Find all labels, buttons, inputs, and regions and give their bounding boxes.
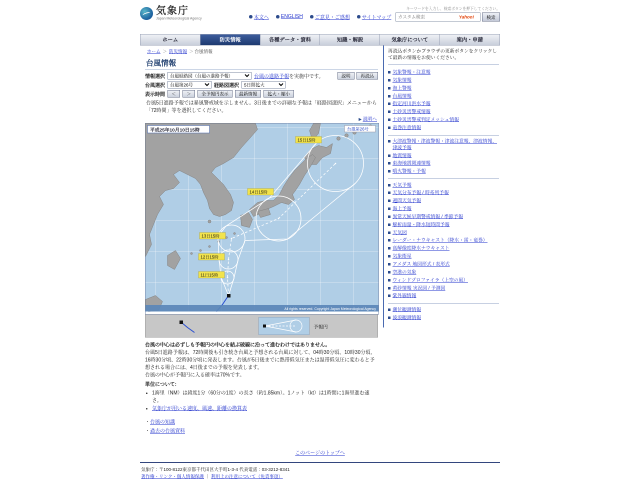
sidebar-group-observation [388, 304, 499, 325]
nav-tab-label: ホーム [162, 37, 179, 43]
map-credit [146, 305, 379, 312]
sidebar-link[interactable]: 土砂災害警戒判定メッシュ情報 [392, 117, 459, 123]
map-datetime-label [148, 126, 210, 134]
zoom-toggle-button[interactable]: 拡大・縮小 [264, 90, 295, 98]
square-bullet-icon [388, 295, 391, 298]
arrow-icon: ▶ [358, 117, 362, 122]
sidebar-group-warnings [388, 66, 499, 135]
route-select-label: 経路図選択 [214, 83, 239, 89]
search-input[interactable] [395, 13, 480, 22]
square-bullet-icon [388, 271, 391, 274]
sidebar-link[interactable]: 空港の気象 [392, 269, 417, 275]
forecast-status-link[interactable]: 台風の進路予報 [254, 74, 289, 80]
sidebar-intro: 再読込ボタンかブラウザの更新ボタンをクリックして最新の情報をお使いください。 [388, 48, 499, 64]
sidebar-item[interactable] [388, 153, 499, 159]
sidebar-item[interactable] [388, 93, 499, 99]
footer-divider [140, 462, 500, 463]
square-bullet-icon [388, 279, 391, 282]
svg-text:11日15時: 11日15時 [200, 272, 219, 278]
nav-tab[interactable] [380, 35, 440, 46]
square-bullet-icon [388, 200, 391, 203]
square-bullet-icon [388, 239, 391, 242]
global-nav [140, 34, 500, 46]
svg-text:13日15時: 13日15時 [201, 233, 220, 239]
square-bullet-icon [388, 316, 391, 319]
current-position-marker [227, 294, 231, 298]
sidebar-link[interactable]: レーダー・ナウキャスト（降水・雷・竜巻） [392, 237, 488, 244]
forecast-status [254, 72, 324, 80]
sidebar-link[interactable]: 地震情報 [392, 152, 412, 159]
jma-logo-icon [140, 7, 153, 20]
related-links [145, 418, 378, 435]
sidebar-item[interactable] [388, 315, 499, 321]
sidebar-link[interactable]: 高解像度降水ナウキャスト [392, 245, 450, 252]
sidebar-link[interactable]: 土砂災害警戒情報 [392, 109, 431, 115]
utility-link[interactable] [357, 13, 391, 21]
footer-address: 気象庁：〒100-8122東京都千代田区大手町1-3-4 代表電話：03-3212-8341 [141, 467, 290, 472]
note-bold: 台風の中心は必ずしも予報円の中心を結ぶ破線に沿って進むわけではありません。 [145, 342, 331, 348]
typhoon-select-label: 台風選択 [145, 83, 165, 89]
sidebar-item[interactable] [388, 246, 499, 252]
square-bullet-icon [388, 192, 391, 195]
site-footer [141, 466, 500, 485]
nav-tab-label: 各種データ・資料 [269, 37, 312, 43]
sidebar-item[interactable] [388, 169, 499, 175]
map-typhoon-label [345, 126, 376, 133]
agency-name: 気象庁 [156, 5, 189, 17]
utility-link[interactable] [310, 13, 350, 21]
sidebar-link[interactable]: 大津波警報・津波警報・津波注意報、津波情報、津波予報 [392, 138, 498, 151]
utility-link-label: サイトマップ [361, 15, 392, 21]
search-button[interactable]: 検索 [482, 13, 500, 22]
svg-text:All rights reserved. Copyright: All rights reserved. Copyright Japan Meteorological Agency [284, 306, 376, 311]
latest-info-button[interactable]: 最新情報 [235, 90, 261, 98]
sidebar-item[interactable] [388, 214, 499, 220]
site-search [391, 6, 500, 22]
main-content [145, 46, 378, 436]
typhoon-select[interactable] [168, 81, 212, 89]
nav-tab[interactable] [141, 35, 201, 46]
current-track-sample [177, 318, 202, 336]
nav-tab-label: 防災情報 [219, 37, 241, 43]
square-bullet-icon [388, 119, 391, 122]
sidebar-item[interactable] [388, 222, 499, 228]
forecast-notice: 台風5日進路予報では暴風警戒域を示しません。3日後までの詳細な予報は「経路図選択」メニューから「72時間」等を選択してください。 [146, 100, 377, 114]
site-header [140, 0, 500, 32]
square-bullet-icon [388, 170, 391, 173]
sidebar-link[interactable]: 解析雨量・降水短時間予報 [392, 221, 450, 228]
breadcrumb [146, 48, 378, 55]
nav-tab[interactable] [200, 35, 260, 46]
sidebar-item[interactable] [388, 109, 499, 115]
sidebar-item[interactable] [388, 161, 499, 167]
breadcrumb-bousai-link[interactable]: 防災情報 [169, 49, 188, 54]
square-bullet-icon [388, 308, 391, 311]
sidebar-group-forecasts [388, 179, 499, 304]
utility-link[interactable] [249, 13, 269, 21]
unit-item: • 1海里（NM）は緯度1分（60分の1度）の長さ（約1.85km）。1ノット（kt）は1時間に1海里進む速さ。 [152, 390, 378, 405]
square-bullet-icon [388, 140, 391, 143]
sidebar-item[interactable] [388, 285, 499, 291]
sidebar-item[interactable] [388, 125, 499, 131]
forecast-circle-sample [259, 317, 310, 335]
explain-link[interactable]: 説明へ [362, 116, 377, 122]
map-legend [145, 315, 378, 338]
utility-link-label: ご意見・ご感想 [314, 15, 350, 21]
time-label: 表示時間 [145, 92, 165, 98]
map-notes [145, 342, 378, 413]
square-bullet-icon [388, 215, 391, 218]
nav-tab[interactable] [260, 35, 320, 46]
prev-time-button[interactable]: ＜ [168, 90, 181, 98]
sidebar-link[interactable]: 気象警報・注意報 [392, 69, 431, 76]
sidebar-link[interactable]: 台風情報 [392, 93, 412, 99]
sidebar-item[interactable] [388, 182, 499, 188]
sidebar-link[interactable]: 気象衛星 [392, 253, 412, 260]
svg-text:14日15時: 14日15時 [249, 189, 268, 195]
forecast-status-suffix: を実施中です。 [289, 74, 324, 80]
conversion-table-link[interactable]: 気象庁が用いる速度、風速、距離の換算表 [152, 406, 247, 412]
footer-separator: ｜ [205, 474, 210, 480]
bullet-icon [249, 15, 253, 19]
sidebar-link[interactable]: 海上警報 [392, 85, 412, 91]
square-bullet-icon [388, 79, 391, 82]
sidebar-item[interactable] [388, 206, 499, 212]
footer-copyright-link[interactable]: 著作権・リンク・個人情報保護 [141, 474, 204, 480]
search-hint: キーワードを入力し、検索ボタンを押下してください。 [406, 6, 500, 11]
search-brand-logo: Yahoo! [458, 14, 474, 20]
nav-tab[interactable] [320, 35, 380, 46]
breadcrumb-home-link[interactable]: ホーム [147, 49, 161, 54]
sidebar-link[interactable]: ウィンドプロファイラ（上空の風） [392, 277, 468, 283]
sidebar-item[interactable] [388, 139, 499, 151]
nav-tab-label: 知識・解説 [336, 37, 364, 43]
utility-link[interactable] [276, 13, 303, 21]
square-bullet-icon [388, 87, 391, 90]
explain-button[interactable]: 説明 [337, 72, 354, 80]
sidebar-link[interactable]: 竜巻注意情報 [392, 125, 422, 131]
sidebar-link[interactable]: アメダス 地図形式 / 表形式 [392, 261, 450, 267]
square-bullet-icon [388, 103, 391, 106]
square-bullet-icon [388, 287, 391, 290]
sidebar-link[interactable]: 異常天候早期警戒情報 / 季節予報 [392, 213, 463, 220]
reload-button[interactable]: 再読込 [356, 72, 378, 80]
utility-link-label: ENGLISH [280, 14, 303, 20]
sidebar-item[interactable] [388, 307, 499, 313]
square-bullet-icon [388, 127, 391, 130]
sidebar-item[interactable] [388, 293, 499, 299]
breadcrumb-separator: ＞ [189, 49, 194, 54]
sidebar-item[interactable] [388, 277, 499, 283]
breadcrumb-current: 台風情報 [194, 49, 213, 54]
square-bullet-icon [388, 208, 391, 211]
sidebar-link[interactable]: 海上予報 [392, 206, 412, 212]
sidebar-item[interactable] [388, 269, 499, 275]
sidebar-link[interactable]: 潮位観測情報 [392, 306, 422, 313]
sidebar-link[interactable]: 天気分布予報 / 時系列予報 [392, 190, 449, 196]
nav-tab-label: 気象庁について [391, 37, 429, 43]
bousai-sidebar [383, 46, 499, 328]
sidebar-link[interactable]: 東海地震関連情報 [392, 160, 431, 167]
sidebar-item[interactable] [388, 70, 499, 76]
agency-subtitle: Japan Meteorological Agency [156, 17, 202, 21]
sidebar-item[interactable] [388, 190, 499, 196]
sidebar-item[interactable] [388, 77, 499, 83]
square-bullet-icon [388, 255, 391, 258]
footer-disclaimer-link[interactable]: 利用上の注意について（免責事項） [210, 474, 283, 480]
square-bullet-icon [388, 111, 391, 114]
bullet-icon [310, 15, 314, 19]
agency-logo[interactable] [140, 6, 234, 21]
sidebar-link[interactable]: 気象情報 [392, 77, 412, 83]
related-link[interactable]: 台風の知識 [150, 419, 175, 425]
info-select-label: 情報選択 [145, 74, 165, 80]
utility-links [249, 13, 391, 21]
note-para1: 台風5日進路予報は、72時間後も引き続き台風と予想される台風に対して、04時30分頃、10時30分頃、16時30分頃、22時30分頃に発表します。台風が5日後までに熱帯低気圧または温帯低気圧に変わると予想される場合には、4日後までの予報を発表します。 [145, 350, 376, 371]
square-bullet-icon [388, 162, 391, 165]
utility-link-label: 本文へ [253, 15, 269, 21]
route-select[interactable] [242, 81, 286, 89]
sidebar-item[interactable] [388, 262, 499, 268]
svg-text:台風第26号: 台風第26号 [347, 126, 369, 132]
page-title: 台風情報 [145, 57, 378, 71]
related-link[interactable]: 過去の台風資料 [150, 428, 185, 434]
sidebar-item[interactable] [388, 238, 499, 244]
sidebar-link[interactable]: 週間天気予報 [392, 198, 422, 204]
units-title: 単位について: [145, 382, 177, 388]
square-bullet-icon [388, 184, 391, 187]
square-bullet-icon [388, 231, 391, 234]
sidebar-link[interactable]: 波浪観測情報 [392, 314, 422, 321]
square-bullet-icon [388, 263, 391, 266]
page-top-link[interactable]: このページのトップへ [295, 450, 345, 456]
square-bullet-icon [388, 247, 391, 250]
bullet-icon [357, 15, 361, 19]
sidebar-item[interactable] [388, 85, 499, 91]
sidebar-item[interactable] [388, 254, 499, 260]
legend-label: 予報円 [313, 324, 328, 330]
breadcrumb-separator: ＞ [162, 49, 168, 54]
sidebar-item[interactable] [388, 101, 499, 107]
svg-text:平成25年10月10日15時: 平成25年10月10日15時 [150, 128, 200, 134]
svg-text:15日15時: 15日15時 [297, 137, 316, 143]
bullet-icon [276, 15, 280, 19]
next-time-button[interactable]: ＞ [183, 90, 196, 98]
note-para2: 台風の中心が予報円に入る確率は70%です。 [145, 372, 245, 378]
sidebar-item[interactable] [388, 230, 499, 236]
sidebar-group-quake-tsunami [388, 135, 499, 179]
sidebar-item[interactable] [388, 198, 499, 204]
sidebar-link[interactable]: 黄砂情報 実況図 / 予測図 [392, 285, 446, 291]
sidebar-link[interactable]: 紫外線情報 [392, 293, 417, 299]
square-bullet-icon [388, 154, 391, 157]
square-bullet-icon [388, 95, 391, 98]
square-bullet-icon [388, 71, 391, 74]
square-bullet-icon [388, 223, 391, 226]
nav-tab[interactable] [440, 35, 499, 46]
svg-text:12日15時: 12日15時 [200, 254, 219, 260]
sidebar-link[interactable]: 天気予報 [392, 182, 412, 188]
sidebar-link[interactable]: 指定河川洪水予報 [392, 101, 431, 107]
all-circles-button[interactable]: 全予報円表示 [198, 90, 233, 98]
sidebar-link[interactable]: 天気図 [392, 229, 407, 236]
info-select[interactable] [168, 72, 252, 80]
sidebar-item[interactable] [388, 117, 499, 123]
typhoon-track-map[interactable] [145, 123, 379, 315]
nav-tab-label: 案内・申請 [456, 37, 483, 43]
sidebar-link[interactable]: 噴火警報・予報 [392, 168, 426, 175]
